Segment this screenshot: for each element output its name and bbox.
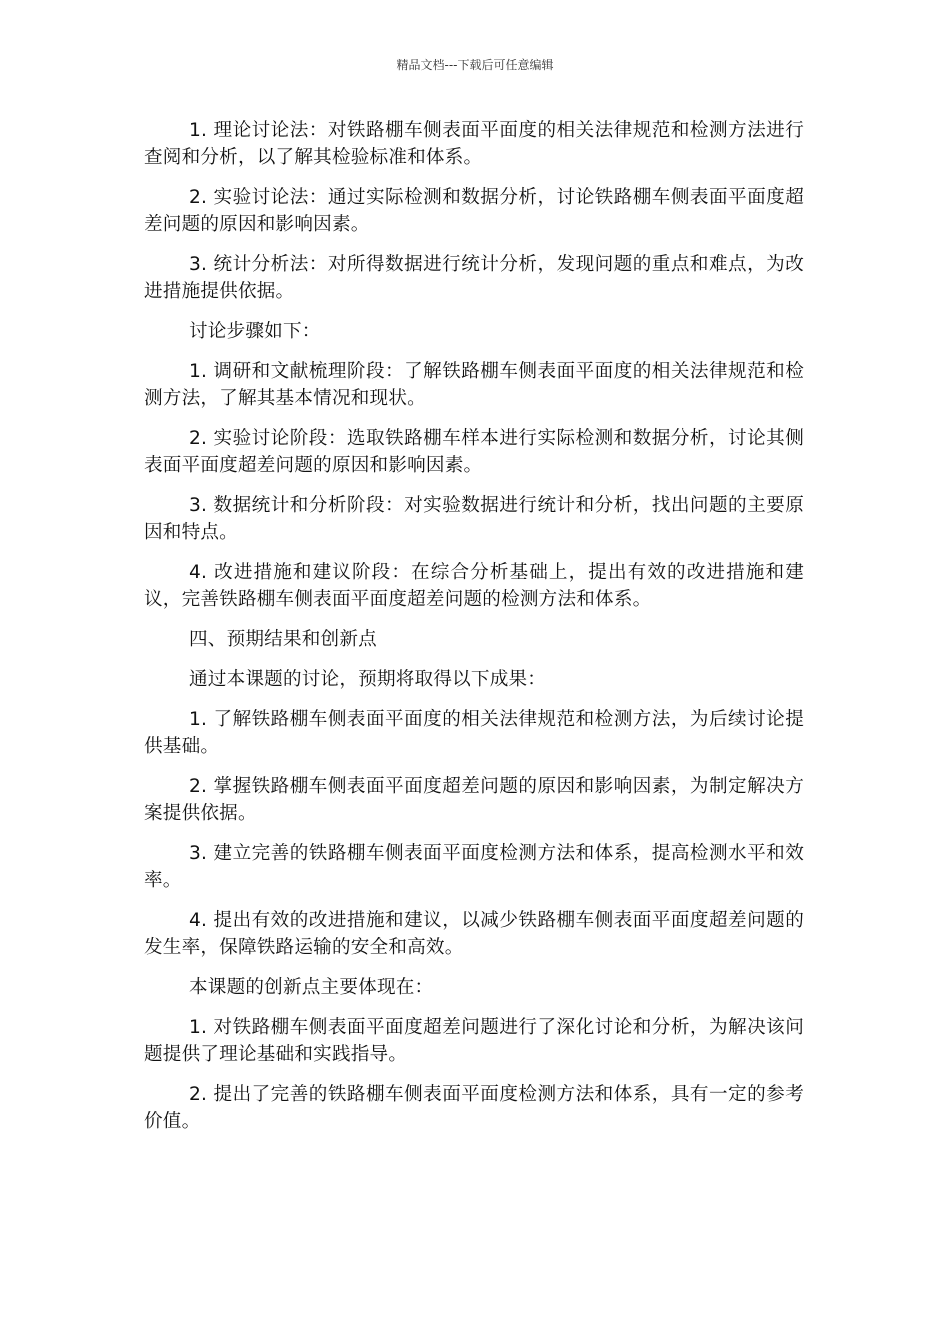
paragraph-result-2: 2. 掌握铁路棚车侧表面平面度超差问题的原因和影响因素，为制定解决方案提供依据。 bbox=[144, 776, 804, 824]
page-header: 精品文档---下载后可任意编辑 bbox=[396, 58, 554, 72]
paragraph-steps-intro: 讨论步骤如下： bbox=[189, 321, 321, 342]
section-heading: 四、预期结果和创新点 bbox=[189, 629, 377, 650]
paragraph-innovation-intro: 本课题的创新点主要体现在： bbox=[189, 977, 434, 998]
paragraph-step-3: 3. 数据统计和分析阶段：对实验数据进行统计和分析，找出问题的主要原因和特点。 bbox=[144, 495, 804, 543]
paragraph-method-experiment: 2. 实验讨论法：通过实际检测和数据分析，讨论铁路棚车侧表面平面度超差问题的原因和影响因素。 bbox=[144, 187, 804, 235]
paragraph-method-theory: 1. 理论讨论法：对铁路棚车侧表面平面度的相关法律规范和检测方法进行查阅和分析，以了解其检验标准和体系。 bbox=[144, 120, 804, 168]
paragraph-innovation-1: 1. 对铁路棚车侧表面平面度超差问题进行了深化讨论和分析，为解决该问题提供了理论基础和实践指导。 bbox=[144, 1017, 804, 1065]
paragraph-method-statistics: 3. 统计分析法：对所得数据进行统计分析，发现问题的重点和难点，为改进措施提供依据。 bbox=[144, 254, 804, 302]
paragraph-step-1: 1. 调研和文献梳理阶段：了解铁路棚车侧表面平面度的相关法律规范和检测方法，了解其基本情况和现状。 bbox=[144, 361, 804, 409]
paragraph-result-4: 4. 提出有效的改进措施和建议，以减少铁路棚车侧表面平面度超差问题的发生率，保障铁路运输的安全和高效。 bbox=[144, 910, 804, 958]
paragraph-result-1: 1. 了解铁路棚车侧表面平面度的相关法律规范和检测方法，为后续讨论提供基础。 bbox=[144, 709, 804, 757]
paragraph-results-intro: 通过本课题的讨论，预期将取得以下成果： bbox=[189, 669, 547, 690]
paragraph-result-3: 3. 建立完善的铁路棚车侧表面平面度检测方法和体系，提高检测水平和效率。 bbox=[144, 843, 804, 891]
paragraph-step-4: 4. 改进措施和建议阶段：在综合分析基础上，提出有效的改进措施和建议，完善铁路棚车侧表面平面度超差问题的检测方法和体系。 bbox=[144, 562, 804, 610]
paragraph-innovation-2: 2. 提出了完善的铁路棚车侧表面平面度检测方法和体系，具有一定的参考价值。 bbox=[144, 1084, 804, 1132]
paragraph-step-2: 2. 实验讨论阶段：选取铁路棚车样本进行实际检测和数据分析，讨论其侧表面平面度超差问题的原因和影响因素。 bbox=[144, 428, 804, 476]
document-body bbox=[144, 117, 804, 1148]
